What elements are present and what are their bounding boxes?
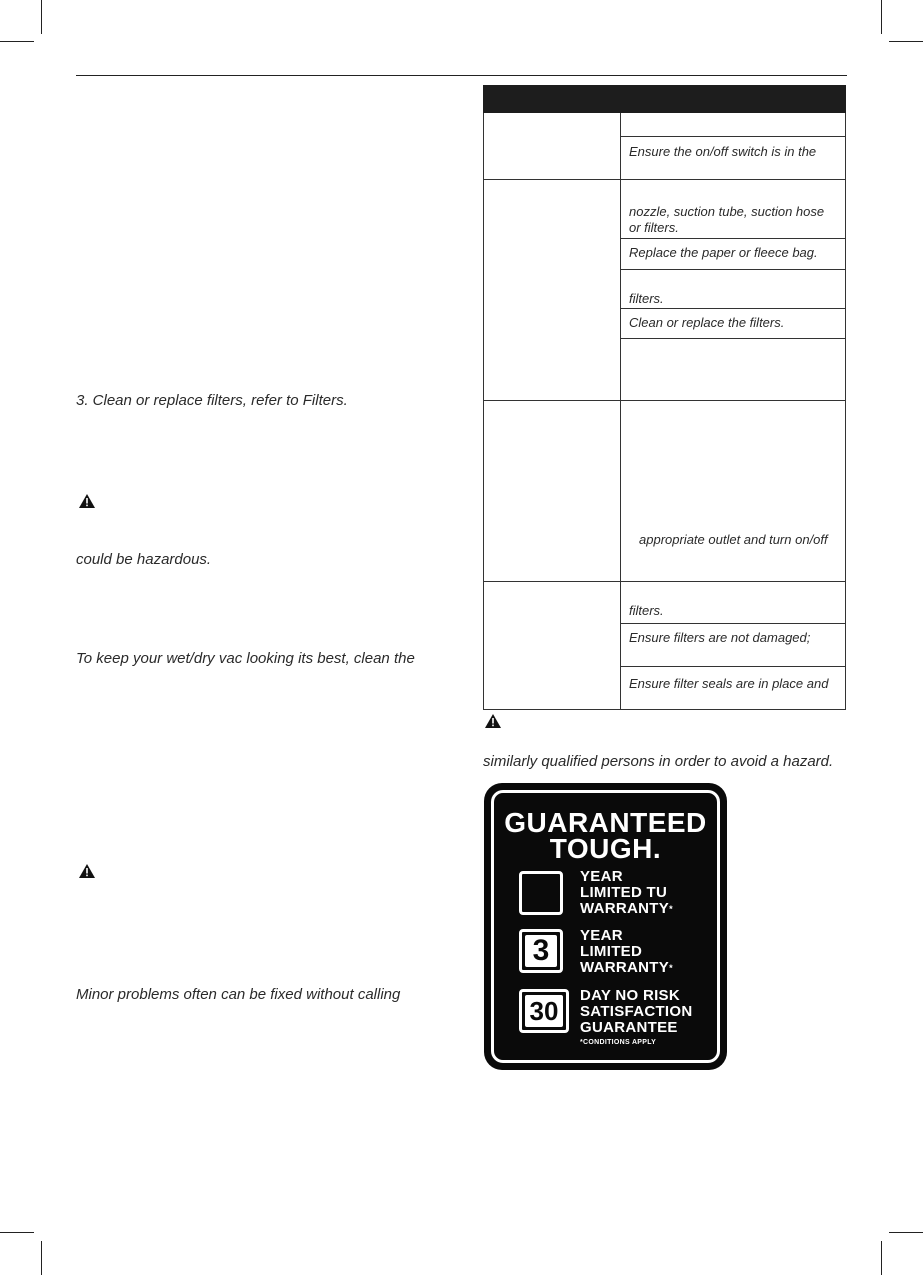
badge-text: SATISFACTION <box>580 1003 693 1020</box>
crop-mark <box>881 0 882 34</box>
table-rule <box>484 179 845 180</box>
crop-mark <box>889 41 923 42</box>
troubleshooting-table <box>483 113 846 710</box>
cleaning-text: To keep your wet/dry vac looking its best, clean the <box>76 650 415 667</box>
warning-icon <box>79 864 95 878</box>
badge-text: YEAR <box>580 927 623 944</box>
warranty-box-blank <box>519 871 563 915</box>
badge-text: YEAR <box>580 868 623 885</box>
badge-title: GUARANTEED <box>504 807 707 838</box>
guarantee-badge <box>484 783 727 1070</box>
table-cell: Ensure filters are not damaged; <box>629 630 811 645</box>
crop-mark <box>41 0 42 34</box>
warranty-box: 3 <box>519 929 563 973</box>
table-rule <box>484 581 845 582</box>
table-cell: or filters. <box>629 220 679 235</box>
hazard-text: could be hazardous. <box>76 551 212 568</box>
badge-text: DAY NO RISK <box>580 987 680 1004</box>
table-rule <box>620 666 845 667</box>
header-rule <box>76 75 847 76</box>
badge-title: TOUGH. <box>549 833 662 864</box>
crop-mark <box>0 1232 34 1233</box>
crop-mark <box>889 1232 923 1233</box>
badge-text: LIMITED <box>580 943 643 960</box>
hazard-warning-text: similarly qualified persons in order to avoid a hazard. <box>483 753 834 770</box>
badge-text: GUARANTEE <box>580 1019 678 1036</box>
table-header <box>483 85 846 113</box>
table-rule <box>484 400 845 401</box>
badge-text: WARRANTY* <box>580 900 673 917</box>
warning-icon <box>79 494 95 508</box>
crop-mark <box>881 1241 882 1275</box>
crop-mark <box>41 1241 42 1275</box>
badge-text: LIMITED TU <box>580 884 668 901</box>
table-rule <box>620 623 845 624</box>
table-cell: appropriate outlet and turn on/off <box>639 532 828 547</box>
table-cell: Ensure filter seals are in place and <box>629 676 829 691</box>
table-cell: filters. <box>629 603 664 618</box>
table-rule <box>620 308 845 309</box>
guarantee-box: 30 <box>519 989 569 1033</box>
table-divider <box>620 113 621 709</box>
crop-mark <box>0 41 34 42</box>
filters-instruction: 3. Clean or replace filters, refer to Filters. <box>76 392 348 409</box>
table-cell: Ensure the on/off switch is in the <box>629 144 817 159</box>
troubleshooting-intro: Minor problems often can be fixed without calling <box>76 986 401 1003</box>
table-rule <box>620 238 845 239</box>
table-cell: Replace the paper or fleece bag. <box>629 245 818 260</box>
table-cell: filters. <box>629 291 664 306</box>
table-rule <box>620 269 845 270</box>
conditions-note: *CONDITIONS APPLY <box>580 1039 657 1046</box>
warning-icon <box>485 714 501 728</box>
table-cell: nozzle, suction tube, suction hose <box>629 204 825 219</box>
badge-text: WARRANTY* <box>580 959 673 976</box>
table-rule <box>620 136 845 137</box>
table-cell: Clean or replace the filters. <box>629 315 785 330</box>
table-rule <box>620 338 845 339</box>
